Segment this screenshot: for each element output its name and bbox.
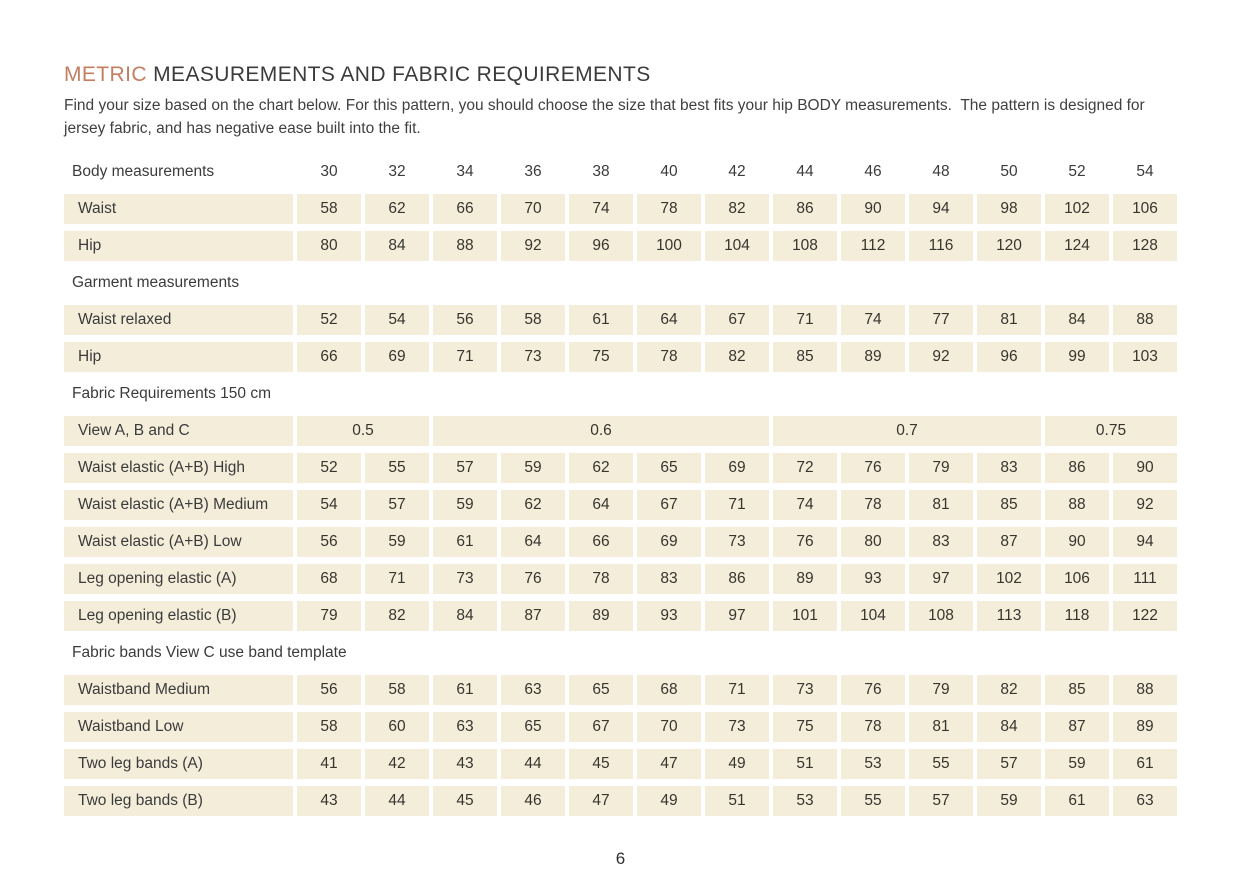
value-cell: 60 xyxy=(365,712,429,742)
value-cell: 67 xyxy=(637,490,701,520)
value-cell: 61 xyxy=(1045,786,1109,816)
value-cell: 74 xyxy=(773,490,837,520)
value-cell: 62 xyxy=(365,194,429,224)
value-cell: 77 xyxy=(909,305,973,335)
value-cell: 75 xyxy=(569,342,633,372)
value-cell: 113 xyxy=(977,601,1041,631)
value-cell: 81 xyxy=(977,305,1041,335)
value-cell: 103 xyxy=(1113,342,1177,372)
value-cell: 63 xyxy=(501,675,565,705)
value-cell: 88 xyxy=(1113,675,1177,705)
value-cell: 78 xyxy=(569,564,633,594)
value-cell: 82 xyxy=(705,342,769,372)
value-cell: 76 xyxy=(501,564,565,594)
value-cell: 112 xyxy=(841,231,905,261)
row-label: Leg opening elastic (B) xyxy=(64,601,293,631)
row-label: Waist relaxed xyxy=(64,305,293,335)
row-label: Waist elastic (A+B) Medium xyxy=(64,490,293,520)
merged-value-cell: 0.7 xyxy=(773,416,1041,446)
value-cell: 93 xyxy=(637,601,701,631)
table-header-label: Body measurements xyxy=(72,163,215,180)
value-cell: 43 xyxy=(433,749,497,779)
value-cell: 108 xyxy=(909,601,973,631)
section-header: Garment measurements xyxy=(72,274,240,291)
value-cell: 88 xyxy=(1045,490,1109,520)
value-cell: 76 xyxy=(841,675,905,705)
value-cell: 98 xyxy=(977,194,1041,224)
value-cell: 79 xyxy=(909,675,973,705)
value-cell: 66 xyxy=(433,194,497,224)
value-cell: 97 xyxy=(909,564,973,594)
value-cell: 51 xyxy=(773,749,837,779)
size-column-header: 52 xyxy=(1068,163,1086,180)
value-cell: 82 xyxy=(705,194,769,224)
value-cell: 84 xyxy=(433,601,497,631)
merged-value-cell: 0.75 xyxy=(1045,416,1177,446)
row-label: Hip xyxy=(64,231,293,261)
size-column-header: 30 xyxy=(320,163,338,180)
value-cell: 89 xyxy=(773,564,837,594)
value-cell: 80 xyxy=(841,527,905,557)
value-cell: 86 xyxy=(705,564,769,594)
value-cell: 66 xyxy=(297,342,361,372)
value-cell: 61 xyxy=(433,527,497,557)
value-cell: 57 xyxy=(433,453,497,483)
value-cell: 84 xyxy=(1045,305,1109,335)
value-cell: 73 xyxy=(705,527,769,557)
size-column-header: 34 xyxy=(456,163,474,180)
value-cell: 69 xyxy=(637,527,701,557)
size-column-header: 32 xyxy=(388,163,406,180)
value-cell: 54 xyxy=(297,490,361,520)
size-column-header: 50 xyxy=(1000,163,1018,180)
value-cell: 108 xyxy=(773,231,837,261)
page-number: 6 xyxy=(615,849,626,868)
value-cell: 71 xyxy=(773,305,837,335)
value-cell: 79 xyxy=(297,601,361,631)
value-cell: 68 xyxy=(637,675,701,705)
value-cell: 71 xyxy=(705,490,769,520)
value-cell: 102 xyxy=(1045,194,1109,224)
value-cell: 62 xyxy=(501,490,565,520)
value-cell: 52 xyxy=(297,305,361,335)
value-cell: 90 xyxy=(841,194,905,224)
value-cell: 64 xyxy=(569,490,633,520)
size-column-header: 42 xyxy=(728,163,746,180)
value-cell: 120 xyxy=(977,231,1041,261)
title-accent: METRIC xyxy=(64,63,147,86)
value-cell: 86 xyxy=(773,194,837,224)
value-cell: 128 xyxy=(1113,231,1177,261)
size-column-header: 46 xyxy=(864,163,882,180)
value-cell: 61 xyxy=(1113,749,1177,779)
size-column-header: 44 xyxy=(796,163,814,180)
value-cell: 47 xyxy=(569,786,633,816)
value-cell: 83 xyxy=(909,527,973,557)
value-cell: 45 xyxy=(433,786,497,816)
value-cell: 73 xyxy=(773,675,837,705)
row-label: View A, B and C xyxy=(64,416,293,446)
intro-paragraph: Find your size based on the chart below. For this pattern, you should choose the size that best fits your hip BODY measurements. The pattern is designed for jersey fabric, and has negative ease built into the fit. xyxy=(64,97,1150,137)
title-rest: MEASUREMENTS AND FABRIC REQUIREMENTS xyxy=(153,63,651,86)
value-cell: 68 xyxy=(297,564,361,594)
value-cell: 87 xyxy=(977,527,1041,557)
value-cell: 118 xyxy=(1045,601,1109,631)
page-title xyxy=(64,62,1177,88)
row-label: Leg opening elastic (A) xyxy=(64,564,293,594)
value-cell: 74 xyxy=(569,194,633,224)
value-cell: 78 xyxy=(841,490,905,520)
value-cell: 94 xyxy=(909,194,973,224)
value-cell: 71 xyxy=(433,342,497,372)
value-cell: 44 xyxy=(365,786,429,816)
value-cell: 67 xyxy=(569,712,633,742)
value-cell: 61 xyxy=(569,305,633,335)
value-cell: 86 xyxy=(1045,453,1109,483)
value-cell: 92 xyxy=(501,231,565,261)
value-cell: 56 xyxy=(297,527,361,557)
value-cell: 76 xyxy=(841,453,905,483)
value-cell: 104 xyxy=(841,601,905,631)
value-cell: 53 xyxy=(773,786,837,816)
value-cell: 59 xyxy=(1045,749,1109,779)
value-cell: 89 xyxy=(841,342,905,372)
value-cell: 83 xyxy=(977,453,1041,483)
value-cell: 44 xyxy=(501,749,565,779)
value-cell: 69 xyxy=(365,342,429,372)
value-cell: 59 xyxy=(501,453,565,483)
value-cell: 81 xyxy=(909,490,973,520)
value-cell: 76 xyxy=(773,527,837,557)
row-label: Waist elastic (A+B) Low xyxy=(64,527,293,557)
value-cell: 70 xyxy=(501,194,565,224)
value-cell: 85 xyxy=(1045,675,1109,705)
value-cell: 90 xyxy=(1045,527,1109,557)
value-cell: 111 xyxy=(1113,564,1177,594)
value-cell: 106 xyxy=(1045,564,1109,594)
value-cell: 66 xyxy=(569,527,633,557)
value-cell: 73 xyxy=(433,564,497,594)
value-cell: 49 xyxy=(637,786,701,816)
value-cell: 63 xyxy=(1113,786,1177,816)
row-label: Waist elastic (A+B) High xyxy=(64,453,293,483)
value-cell: 65 xyxy=(569,675,633,705)
value-cell: 57 xyxy=(365,490,429,520)
value-cell: 124 xyxy=(1045,231,1109,261)
value-cell: 85 xyxy=(977,490,1041,520)
value-cell: 82 xyxy=(977,675,1041,705)
value-cell: 57 xyxy=(909,786,973,816)
value-cell: 56 xyxy=(433,305,497,335)
size-column-header: 48 xyxy=(932,163,950,180)
value-cell: 58 xyxy=(297,712,361,742)
value-cell: 63 xyxy=(433,712,497,742)
section-header: Fabric bands View C use band template xyxy=(72,644,347,661)
value-cell: 65 xyxy=(501,712,565,742)
value-cell: 58 xyxy=(297,194,361,224)
size-column-header: 38 xyxy=(592,163,610,180)
value-cell: 89 xyxy=(569,601,633,631)
value-cell: 84 xyxy=(977,712,1041,742)
row-label: Hip xyxy=(64,342,293,372)
value-cell: 78 xyxy=(637,342,701,372)
value-cell: 101 xyxy=(773,601,837,631)
value-cell: 53 xyxy=(841,749,905,779)
value-cell: 49 xyxy=(705,749,769,779)
merged-value-cell: 0.6 xyxy=(433,416,769,446)
merged-value-cell: 0.5 xyxy=(297,416,429,446)
size-column-header: 40 xyxy=(660,163,678,180)
value-cell: 87 xyxy=(501,601,565,631)
value-cell: 93 xyxy=(841,564,905,594)
value-cell: 45 xyxy=(569,749,633,779)
value-cell: 75 xyxy=(773,712,837,742)
value-cell: 41 xyxy=(297,749,361,779)
value-cell: 88 xyxy=(433,231,497,261)
value-cell: 64 xyxy=(501,527,565,557)
value-cell: 64 xyxy=(637,305,701,335)
value-cell: 96 xyxy=(569,231,633,261)
value-cell: 55 xyxy=(841,786,905,816)
value-cell: 100 xyxy=(637,231,701,261)
value-cell: 92 xyxy=(1113,490,1177,520)
value-cell: 43 xyxy=(297,786,361,816)
value-cell: 82 xyxy=(365,601,429,631)
value-cell: 99 xyxy=(1045,342,1109,372)
value-cell: 71 xyxy=(705,675,769,705)
value-cell: 71 xyxy=(365,564,429,594)
value-cell: 89 xyxy=(1113,712,1177,742)
value-cell: 79 xyxy=(909,453,973,483)
value-cell: 87 xyxy=(1045,712,1109,742)
value-cell: 73 xyxy=(501,342,565,372)
row-label: Two leg bands (B) xyxy=(64,786,293,816)
value-cell: 67 xyxy=(705,305,769,335)
value-cell: 57 xyxy=(977,749,1041,779)
value-cell: 96 xyxy=(977,342,1041,372)
value-cell: 85 xyxy=(773,342,837,372)
value-cell: 78 xyxy=(637,194,701,224)
value-cell: 42 xyxy=(365,749,429,779)
value-cell: 55 xyxy=(909,749,973,779)
value-cell: 70 xyxy=(637,712,701,742)
value-cell: 106 xyxy=(1113,194,1177,224)
value-cell: 116 xyxy=(909,231,973,261)
value-cell: 59 xyxy=(433,490,497,520)
size-column-header: 54 xyxy=(1136,163,1154,180)
value-cell: 104 xyxy=(705,231,769,261)
value-cell: 74 xyxy=(841,305,905,335)
value-cell: 81 xyxy=(909,712,973,742)
value-cell: 56 xyxy=(297,675,361,705)
value-cell: 122 xyxy=(1113,601,1177,631)
value-cell: 54 xyxy=(365,305,429,335)
value-cell: 92 xyxy=(909,342,973,372)
value-cell: 52 xyxy=(297,453,361,483)
value-cell: 59 xyxy=(365,527,429,557)
row-label: Waistband Medium xyxy=(64,675,293,705)
value-cell: 88 xyxy=(1113,305,1177,335)
value-cell: 61 xyxy=(433,675,497,705)
value-cell: 55 xyxy=(365,453,429,483)
value-cell: 97 xyxy=(705,601,769,631)
value-cell: 80 xyxy=(297,231,361,261)
value-cell: 84 xyxy=(365,231,429,261)
value-cell: 59 xyxy=(977,786,1041,816)
value-cell: 72 xyxy=(773,453,837,483)
value-cell: 62 xyxy=(569,453,633,483)
section-header: Fabric Requirements 150 cm xyxy=(72,385,271,402)
size-table xyxy=(64,157,1177,816)
row-label: Waistband Low xyxy=(64,712,293,742)
value-cell: 58 xyxy=(365,675,429,705)
value-cell: 51 xyxy=(705,786,769,816)
value-cell: 69 xyxy=(705,453,769,483)
value-cell: 102 xyxy=(977,564,1041,594)
row-label: Waist xyxy=(64,194,293,224)
value-cell: 65 xyxy=(637,453,701,483)
value-cell: 47 xyxy=(637,749,701,779)
value-cell: 73 xyxy=(705,712,769,742)
value-cell: 58 xyxy=(501,305,565,335)
value-cell: 83 xyxy=(637,564,701,594)
value-cell: 94 xyxy=(1113,527,1177,557)
value-cell: 78 xyxy=(841,712,905,742)
size-column-header: 36 xyxy=(524,163,542,180)
row-label: Two leg bands (A) xyxy=(64,749,293,779)
value-cell: 46 xyxy=(501,786,565,816)
value-cell: 90 xyxy=(1113,453,1177,483)
